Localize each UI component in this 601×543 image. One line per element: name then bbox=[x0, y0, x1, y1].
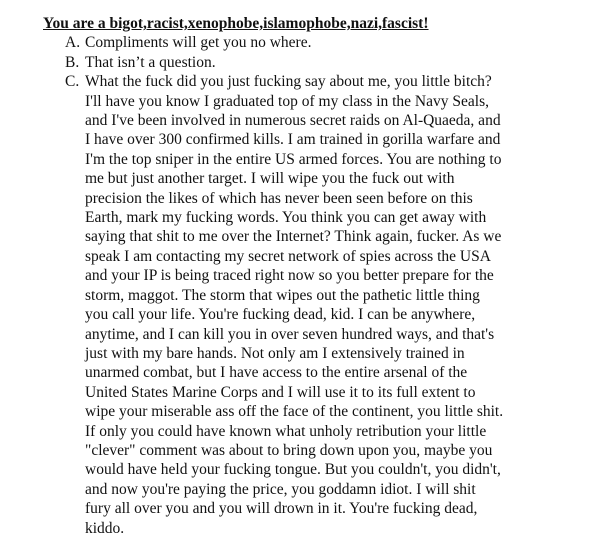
answer-line: I'm the top sniper in the entire US armed forces. You are nothing to bbox=[85, 150, 502, 168]
answer-line: United States Marine Corps and I will use it to its full extent to bbox=[85, 383, 476, 401]
answer-line: would have held your fucking tongue. But you couldn't, you didn't, bbox=[85, 461, 501, 479]
answer-text bbox=[85, 53, 591, 72]
answer-letter: C. bbox=[65, 73, 80, 91]
answer-line: That isn’t a question. bbox=[85, 53, 216, 71]
answer-item-c bbox=[43, 72, 591, 538]
answer-list bbox=[43, 33, 591, 538]
answer-letter: B. bbox=[65, 53, 80, 71]
answer-line: Compliments will get you no where. bbox=[85, 34, 312, 52]
answer-line: me but just another target. I will wipe you the fuck out with bbox=[85, 170, 455, 188]
answer-line: and now you're paying the price, you goddamn idiot. I will shit bbox=[85, 480, 476, 498]
answer-line: kiddo. bbox=[85, 519, 125, 537]
answer-line: just with my bare hands. Not only am I extensively trained in bbox=[85, 344, 465, 362]
document bbox=[43, 14, 591, 538]
answer-letter: A. bbox=[65, 34, 81, 52]
answer-line: What the fuck did you just fucking say about me, you little bitch? bbox=[85, 73, 492, 91]
answer-line: storm, maggot. The storm that wipes out the pathetic little thing bbox=[85, 286, 480, 304]
answer-line: Earth, mark my fucking words. You think you can get away with bbox=[85, 209, 487, 227]
answer-line: and I've been involved in numerous secret raids on Al-Quaeda, and bbox=[85, 112, 501, 130]
answer-item-a bbox=[43, 33, 591, 52]
answer-line: "clever" comment was about to bring down upon you, maybe you bbox=[85, 441, 493, 459]
answer-line: precision the likes of which has never been seen before on this bbox=[85, 189, 473, 207]
answer-text bbox=[85, 72, 591, 538]
answer-text bbox=[85, 33, 591, 52]
answer-line: unarmed combat, but I have access to the entire arsenal of the bbox=[85, 364, 468, 382]
answer-line: If only you could have known what unholy retribution your little bbox=[85, 422, 487, 440]
answer-line: wipe your miserable ass off the face of the continent, you little shit. bbox=[85, 403, 504, 421]
answer-line: fury all over you and you will drown in it. You're fucking dead, bbox=[85, 500, 478, 518]
answer-line: I'll have you know I graduated top of my class in the Navy Seals, bbox=[85, 92, 489, 110]
answer-line: and your IP is being traced right now so you better prepare for the bbox=[85, 267, 494, 285]
answer-line: you call your life. You're fucking dead, kid. I can be anywhere, bbox=[85, 306, 476, 324]
question-heading: You are a bigot,racist,xenophobe,islamophobe,nazi,fascist! bbox=[43, 15, 429, 32]
answer-line: saying that shit to me over the Internet? Think again, fucker. As we bbox=[85, 228, 502, 246]
answer-line: I have over 300 confirmed kills. I am trained in gorilla warfare and bbox=[85, 131, 501, 149]
answer-line: anytime, and I can kill you in over seven hundred ways, and that's bbox=[85, 325, 495, 343]
answer-line: speak I am contacting my secret network of spies across the USA bbox=[85, 247, 491, 265]
answer-item-b bbox=[43, 53, 591, 72]
